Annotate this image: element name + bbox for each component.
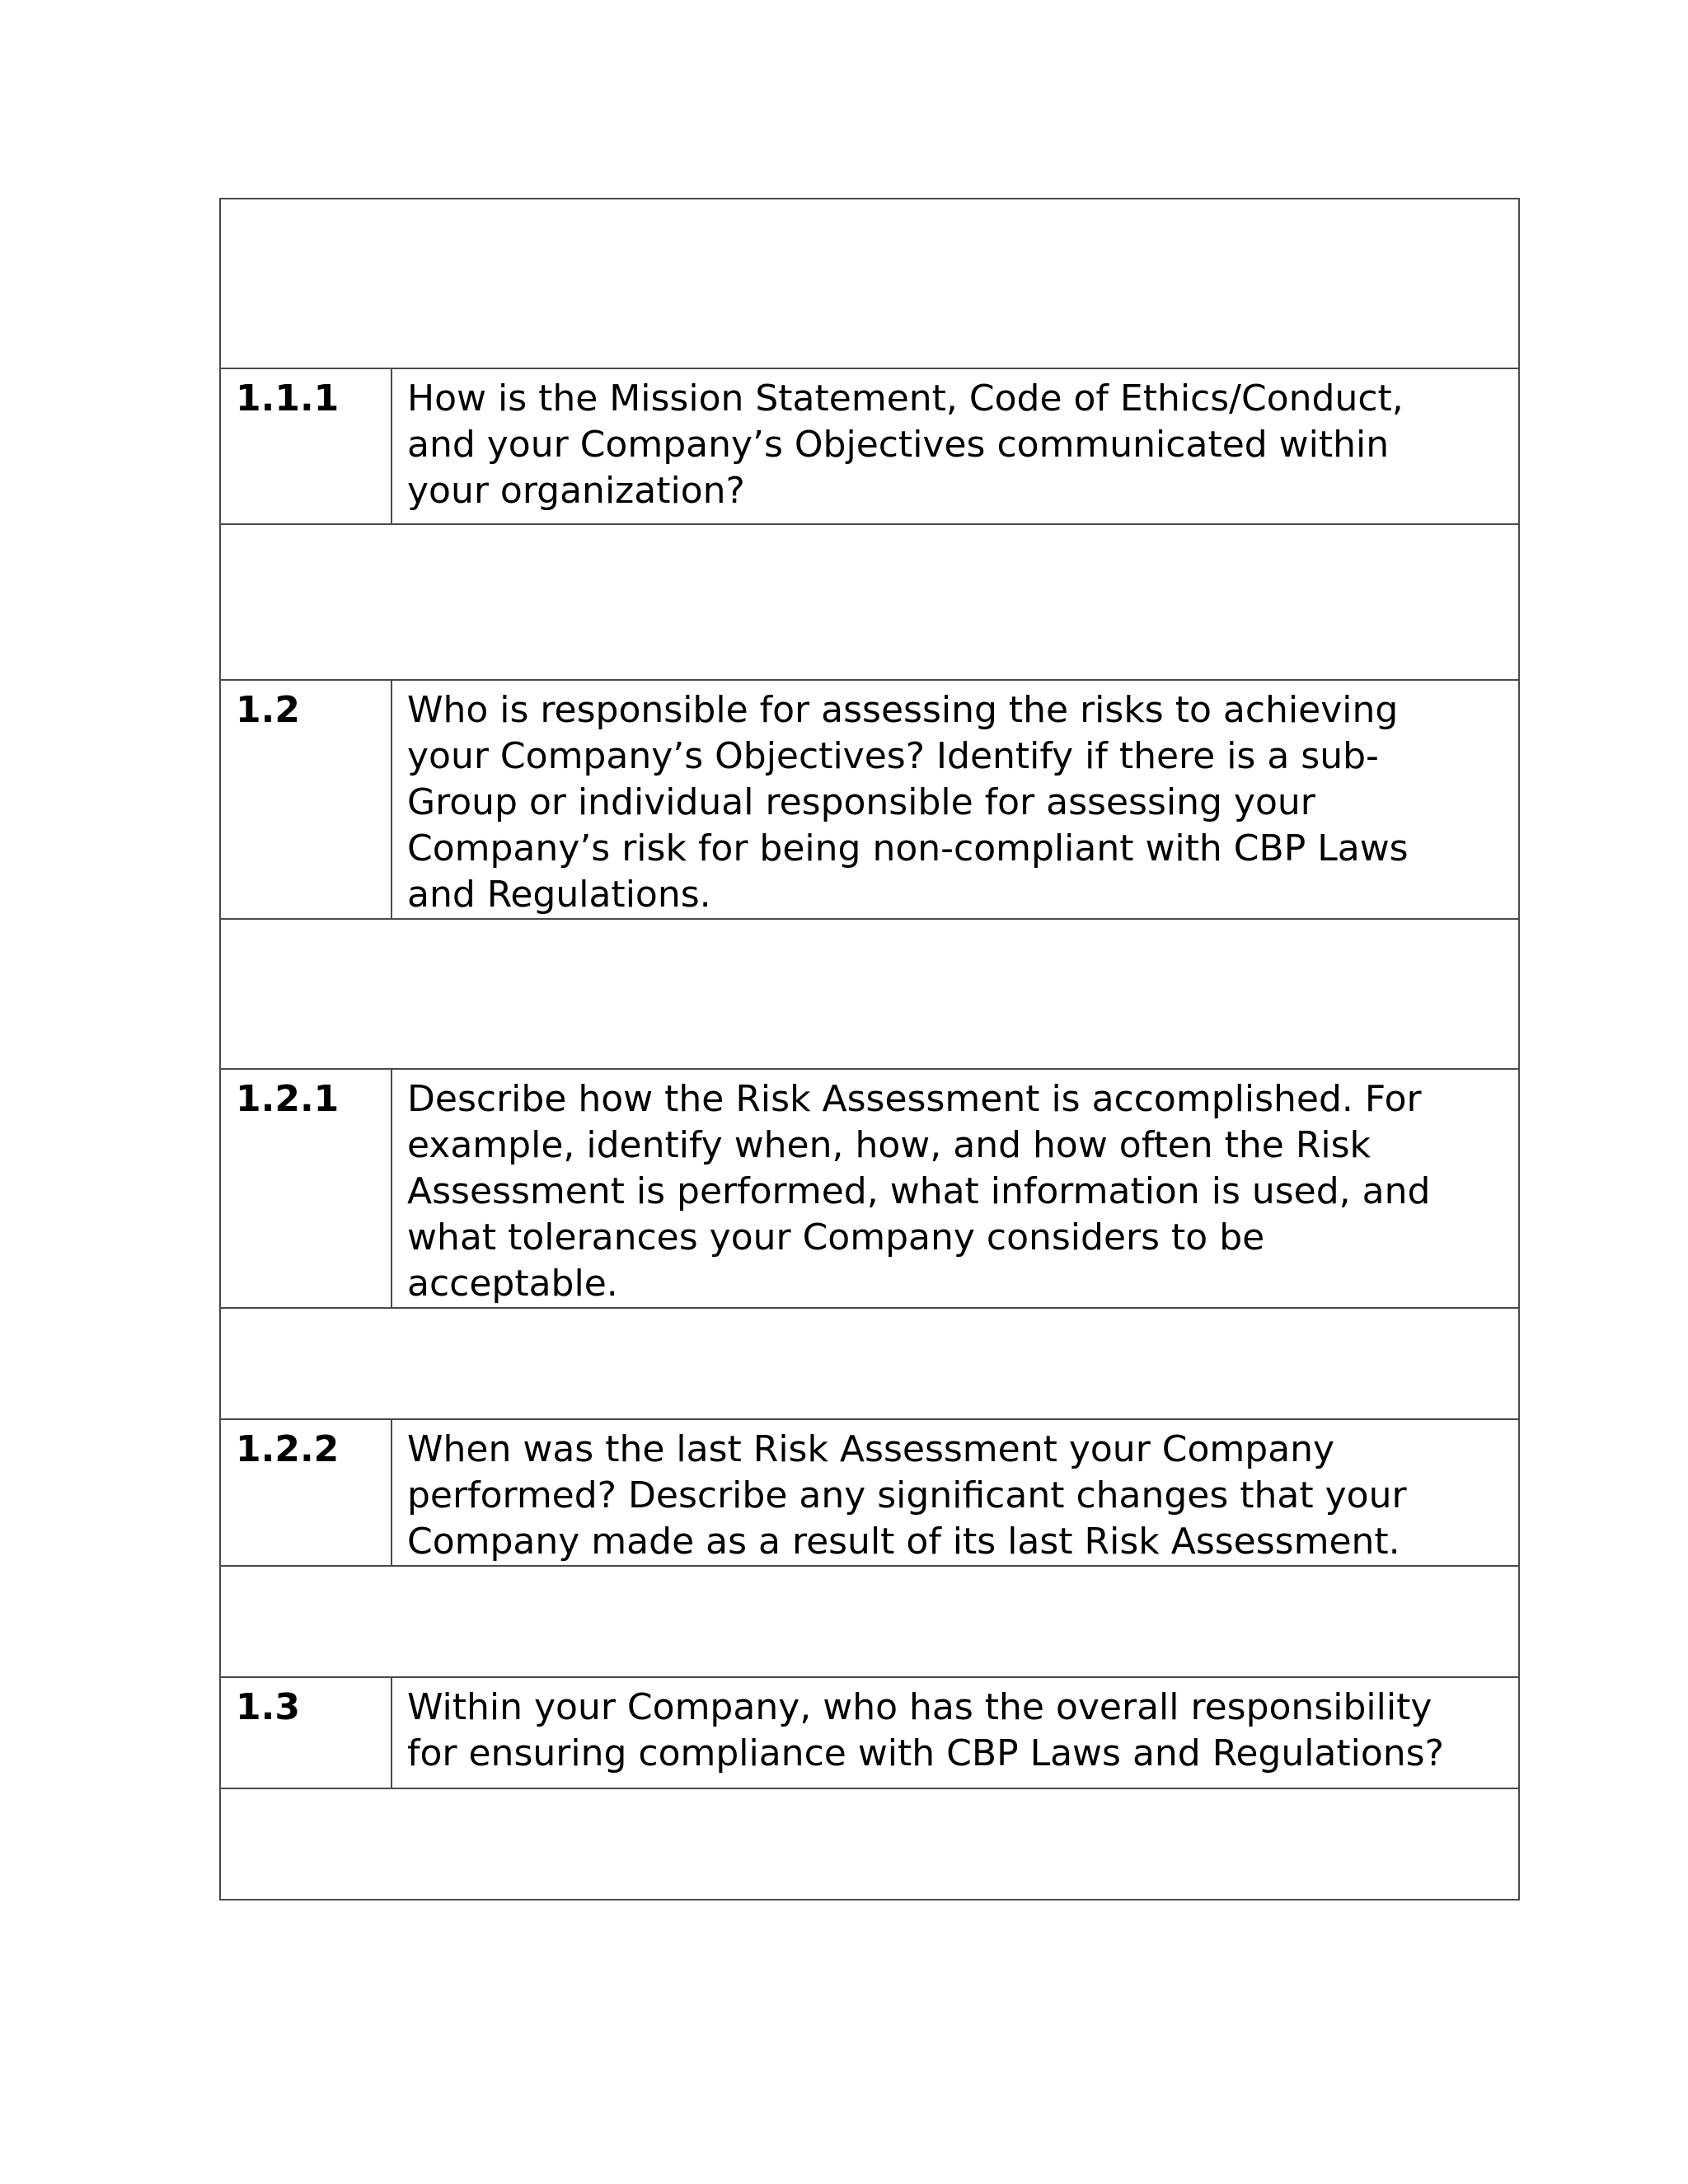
question-row	[220, 368, 1519, 524]
question-text: When was the last Risk Assessment your Company performed? Describe any significant changes that your Company made as a result of its last Risk Assessment.	[392, 1419, 1519, 1566]
answer-field[interactable]	[220, 1566, 1519, 1677]
answer-row	[220, 199, 1519, 368]
answer-row	[220, 1566, 1519, 1677]
question-text: Who is responsible for assessing the risks to achieving your Company’s Objectives? Identify if there is a sub- Group or individual responsible for assessing your Company’s risk for being non-compliant with CBP Laws and Regulations.	[392, 680, 1519, 919]
answer-row	[220, 1788, 1519, 1900]
question-text: How is the Mission Statement, Code of Ethics/Conduct, and your Company’s Objectives communicated within your organization?	[392, 368, 1519, 524]
question-number: 1.2.1	[220, 1069, 392, 1308]
question-number: 1.2.2	[220, 1419, 392, 1566]
answer-row	[220, 524, 1519, 680]
questionnaire-table	[219, 198, 1520, 1900]
answer-field[interactable]	[220, 919, 1519, 1069]
answer-field[interactable]	[220, 199, 1519, 368]
answer-field[interactable]	[220, 524, 1519, 680]
question-text: Within your Company, who has the overall responsibility for ensuring compliance with CBP Laws and Regulations?	[392, 1677, 1519, 1788]
answer-field[interactable]	[220, 1308, 1519, 1419]
answer-row	[220, 1308, 1519, 1419]
question-text: Describe how the Risk Assessment is accomplished. For example, identify when, how, and how often the Risk Assessment is performed, what information is used, and what tolerances your Company considers to be acceptable.	[392, 1069, 1519, 1308]
question-row	[220, 1069, 1519, 1308]
question-number: 1.3	[220, 1677, 392, 1788]
question-number: 1.1.1	[220, 368, 392, 524]
answer-field[interactable]	[220, 1788, 1519, 1900]
question-row	[220, 680, 1519, 919]
question-row	[220, 1419, 1519, 1566]
question-number: 1.2	[220, 680, 392, 919]
question-row	[220, 1677, 1519, 1788]
answer-row	[220, 919, 1519, 1069]
